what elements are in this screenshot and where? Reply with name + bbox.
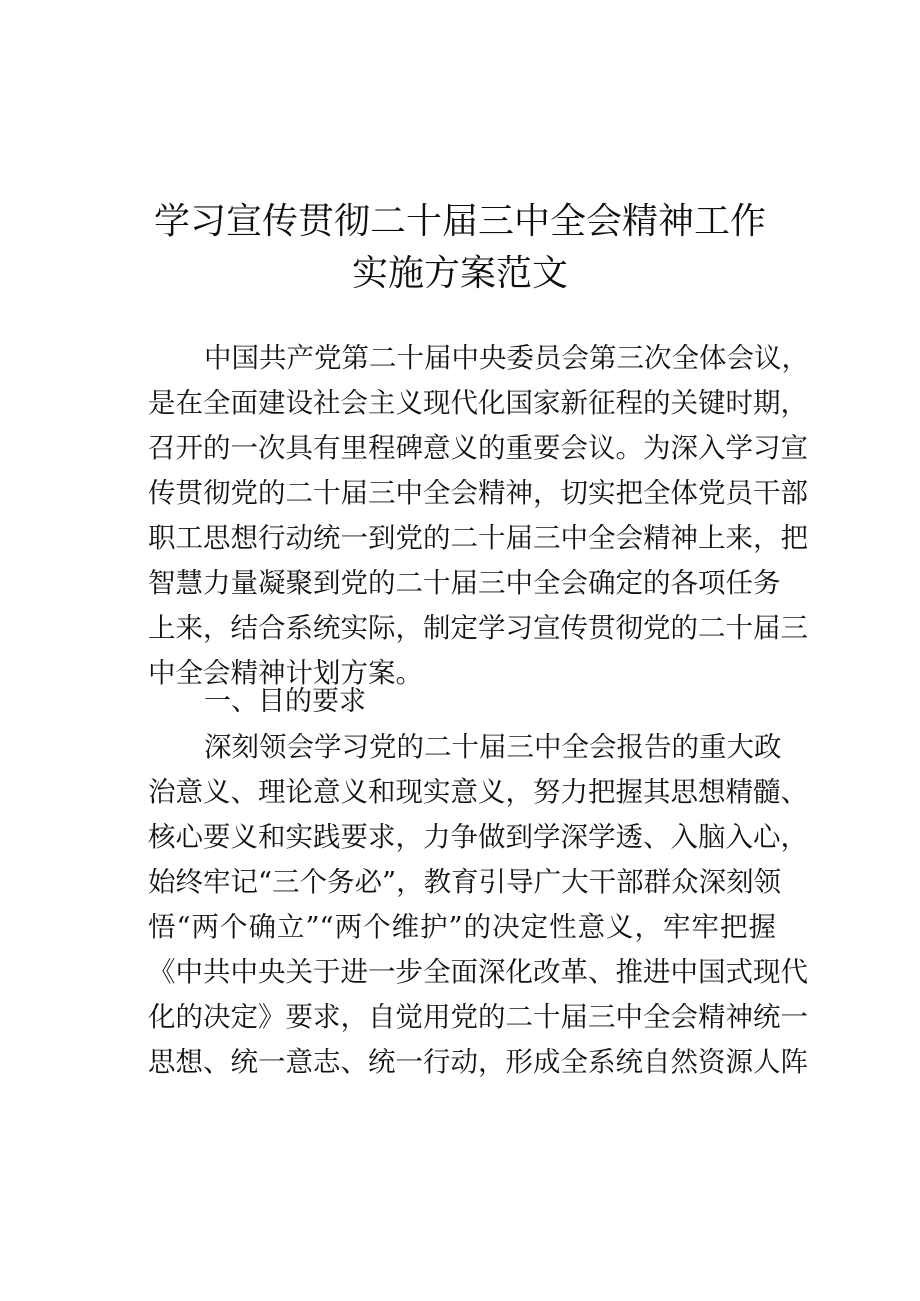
paragraph-line: 治意义、理论意义和现实意义，努力把握其思想精髓、 [148, 776, 808, 808]
paragraph-line: 召开的一次具有里程碑意义的重要会议。为深入学习宣 [148, 432, 808, 464]
paragraph-line: 职工思想行动统一到党的二十届三中全会精神上来，把 [148, 522, 808, 554]
paragraph-line: 《中共中央关于进一步全面深化改革、推进中国式现代 [148, 956, 808, 988]
paragraph-line: 悟“两个确立”“两个维护”的决定性意义，牢牢把握 [148, 911, 776, 943]
paragraph-line: 中全会精神计划方案。 [148, 657, 423, 689]
document-title-line-2: 实施方案范文 [351, 253, 568, 294]
paragraph-line: 始终牢记“三个务必”，教育引导广大干部群众深刻领 [148, 866, 782, 898]
paragraph-line: 思想、统一意志、统一行动，形成全系统自然资源人阵 [148, 1046, 808, 1078]
section-heading-1: 一、目的要求 [204, 686, 366, 717]
paragraph-line: 深刻领会学习党的二十届三中全会报告的重大政 [204, 731, 782, 763]
paragraph-line: 是在全面建设社会主义现代化国家新征程的关键时期， [148, 387, 808, 419]
paragraph-line: 化的决定》要求，自觉用党的二十届三中全会精神统一 [148, 1001, 808, 1033]
paragraph-line: 上来，结合系统实际，制定学习宣传贯彻党的二十届三 [148, 612, 808, 644]
paragraph-line: 智慧力量凝聚到党的二十届三中全会确定的各项任务 [148, 567, 781, 599]
paragraph-line: 传贯彻党的二十届三中全会精神，切实把全体党员干部 [148, 477, 808, 509]
paragraph-line: 中国共产党第二十届中央委员会第三次全体会议， [204, 342, 809, 374]
paragraph-line: 核心要义和实践要求，力争做到学深学透、入脑入心， [148, 821, 808, 853]
document-title-line-1: 学习宣传贯彻二十届三中全会精神工作 [153, 201, 766, 242]
